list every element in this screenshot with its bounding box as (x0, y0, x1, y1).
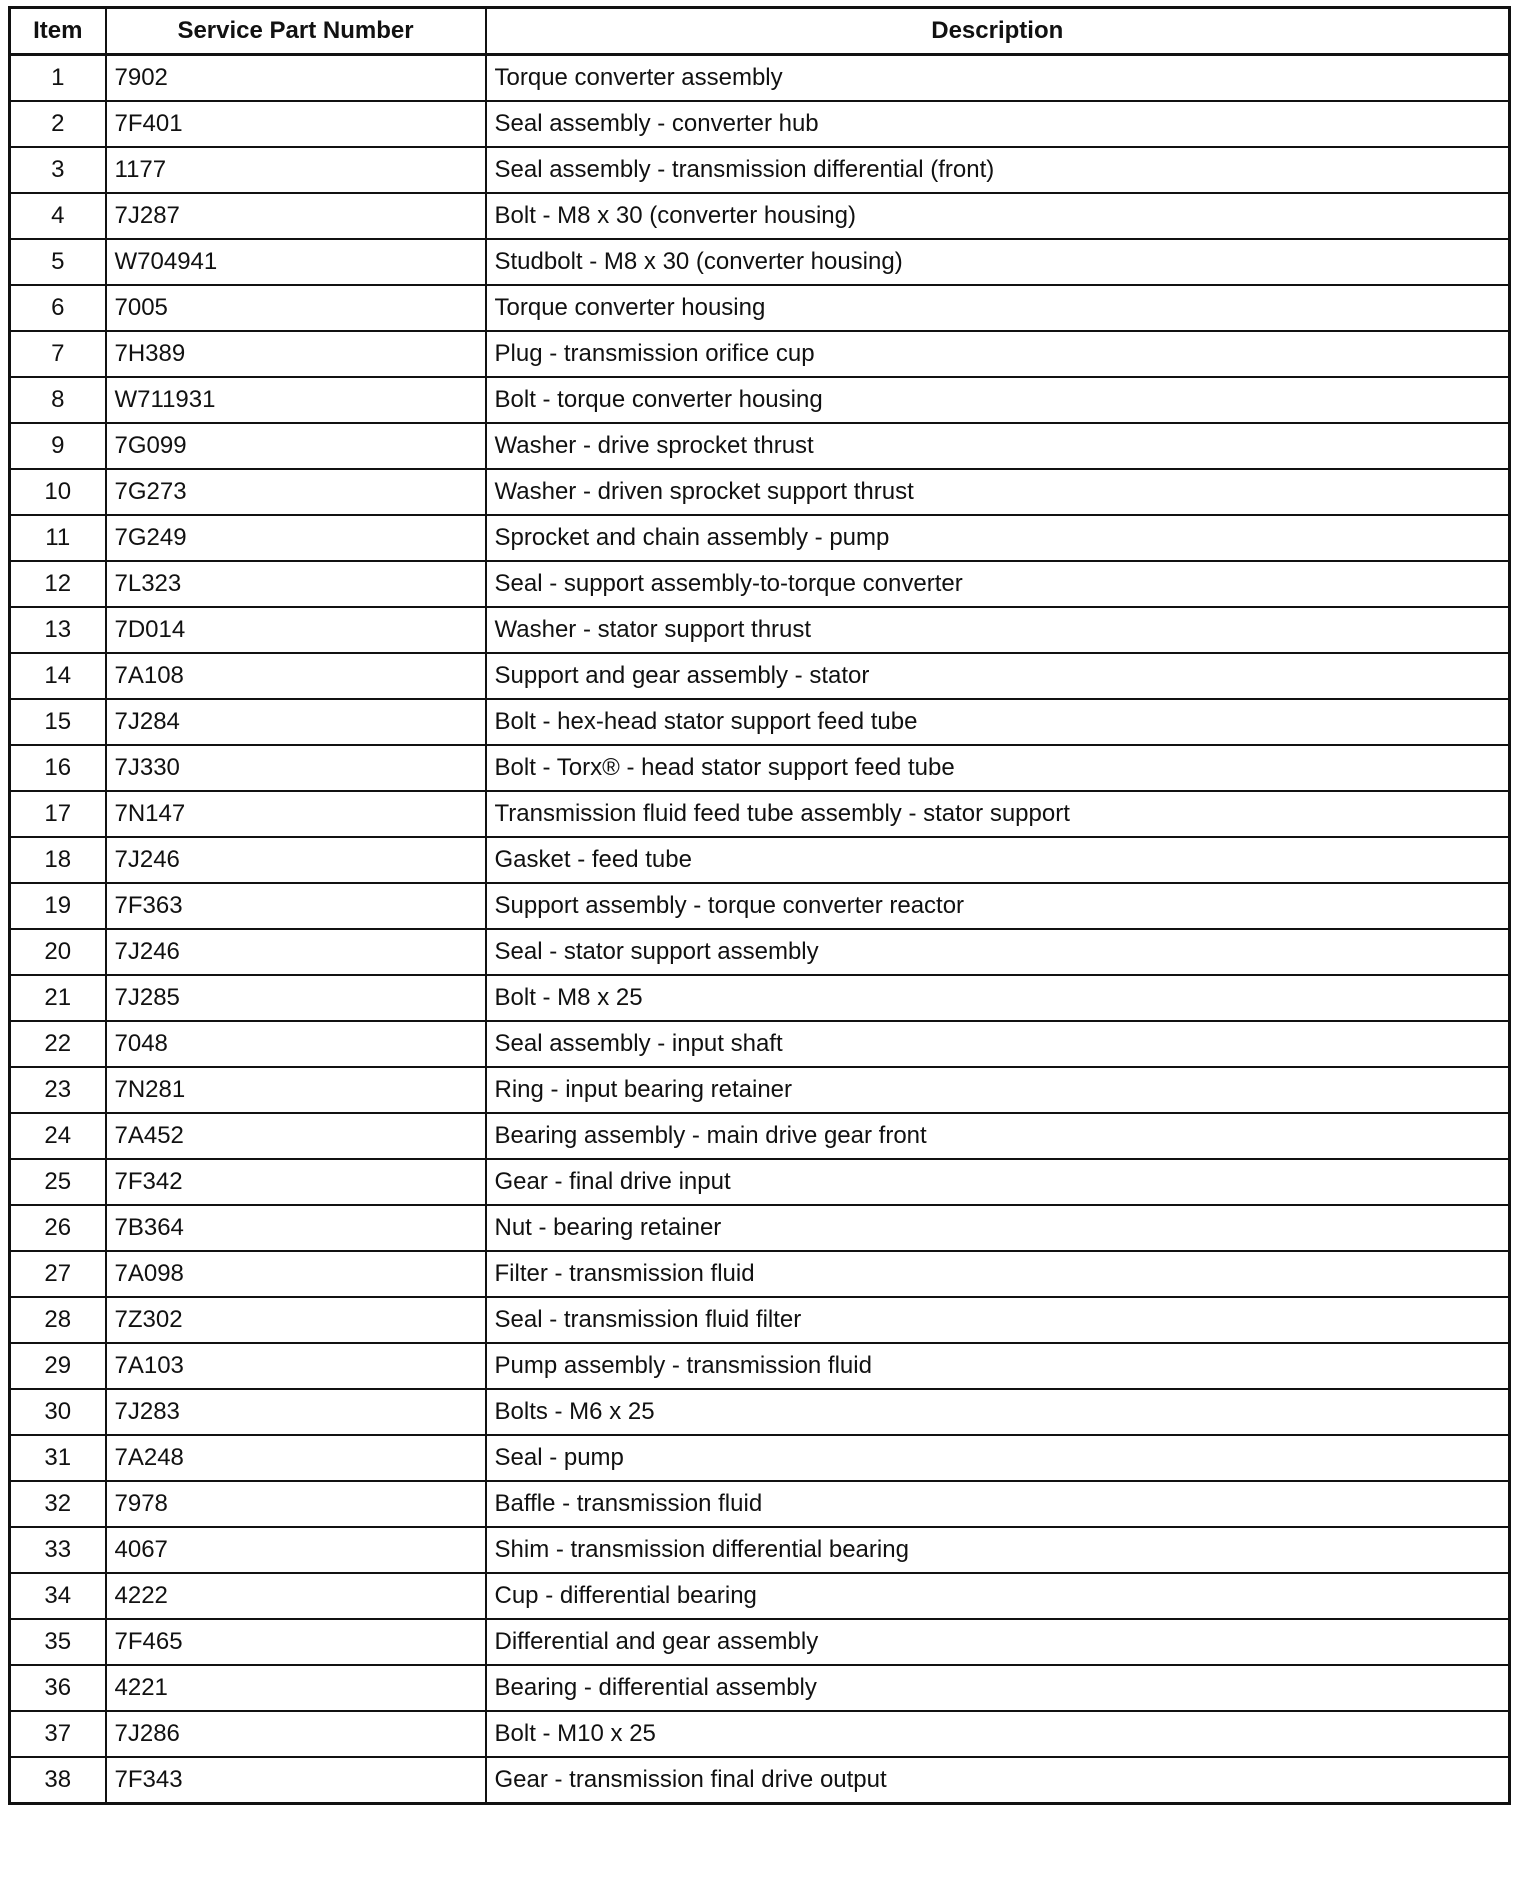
item-number-cell: 35 (10, 1619, 106, 1665)
description-cell: Differential and gear assembly (486, 1619, 1510, 1665)
table-row (10, 377, 1510, 423)
table-row (10, 1619, 1510, 1665)
table-row (10, 837, 1510, 883)
description-cell: Torque converter housing (486, 285, 1510, 331)
description-cell: Bolt - torque converter housing (486, 377, 1510, 423)
service-part-number-cell: 7F342 (106, 1159, 486, 1205)
table-row (10, 515, 1510, 561)
table-row (10, 1343, 1510, 1389)
description-cell: Washer - driven sprocket support thrust (486, 469, 1510, 515)
item-number-cell: 17 (10, 791, 106, 837)
table-row (10, 745, 1510, 791)
item-number-cell: 14 (10, 653, 106, 699)
header-description: Description (486, 8, 1510, 55)
item-number-cell: 11 (10, 515, 106, 561)
service-part-number-cell: 7N147 (106, 791, 486, 837)
item-number-cell: 24 (10, 1113, 106, 1159)
table-row (10, 1159, 1510, 1205)
item-number-cell: 3 (10, 147, 106, 193)
service-part-number-cell: 7978 (106, 1481, 486, 1527)
service-part-number-cell: 7J285 (106, 975, 486, 1021)
service-part-number-cell: W704941 (106, 239, 486, 285)
table-row (10, 1297, 1510, 1343)
item-number-cell: 26 (10, 1205, 106, 1251)
service-part-number-cell: 7J283 (106, 1389, 486, 1435)
item-number-cell: 6 (10, 285, 106, 331)
table-row (10, 423, 1510, 469)
item-number-cell: 16 (10, 745, 106, 791)
table-row (10, 929, 1510, 975)
description-cell: Bolt - M10 x 25 (486, 1711, 1510, 1757)
table-row (10, 975, 1510, 1021)
table-row (10, 1113, 1510, 1159)
description-cell: Bolt - M8 x 30 (converter housing) (486, 193, 1510, 239)
description-cell: Gear - transmission final drive output (486, 1757, 1510, 1804)
service-part-number-cell: 7048 (106, 1021, 486, 1067)
item-number-cell: 19 (10, 883, 106, 929)
service-part-number-cell: 4067 (106, 1527, 486, 1573)
description-cell: Washer - drive sprocket thrust (486, 423, 1510, 469)
service-part-number-cell: 7H389 (106, 331, 486, 377)
service-part-number-cell: 7F465 (106, 1619, 486, 1665)
description-cell: Support assembly - torque converter reactor (486, 883, 1510, 929)
service-part-number-cell: 7J284 (106, 699, 486, 745)
service-part-number-cell: W711931 (106, 377, 486, 423)
table-row (10, 285, 1510, 331)
table-row (10, 883, 1510, 929)
item-number-cell: 38 (10, 1757, 106, 1804)
table-row (10, 101, 1510, 147)
table-row (10, 1573, 1510, 1619)
description-cell: Seal - pump (486, 1435, 1510, 1481)
service-part-number-cell: 7G249 (106, 515, 486, 561)
description-cell: Pump assembly - transmission fluid (486, 1343, 1510, 1389)
table-row (10, 1665, 1510, 1711)
description-cell: Nut - bearing retainer (486, 1205, 1510, 1251)
item-number-cell: 28 (10, 1297, 106, 1343)
service-part-number-cell: 7F363 (106, 883, 486, 929)
item-number-cell: 7 (10, 331, 106, 377)
table-row (10, 193, 1510, 239)
table-row (10, 561, 1510, 607)
service-part-number-cell: 7J246 (106, 837, 486, 883)
table-row (10, 1251, 1510, 1297)
parts-table (8, 6, 1511, 1805)
service-part-number-cell: 1177 (106, 147, 486, 193)
description-cell: Seal - transmission fluid filter (486, 1297, 1510, 1343)
service-part-number-cell: 7G273 (106, 469, 486, 515)
service-part-number-cell: 7D014 (106, 607, 486, 653)
item-number-cell: 2 (10, 101, 106, 147)
description-cell: Bolt - Torx® - head stator support feed tube (486, 745, 1510, 791)
description-cell: Baffle - transmission fluid (486, 1481, 1510, 1527)
service-part-number-cell: 7A452 (106, 1113, 486, 1159)
description-cell: Bearing - differential assembly (486, 1665, 1510, 1711)
table-row (10, 239, 1510, 285)
table-row (10, 653, 1510, 699)
description-cell: Bolts - M6 x 25 (486, 1389, 1510, 1435)
description-cell: Transmission fluid feed tube assembly - stator support (486, 791, 1510, 837)
table-row (10, 1067, 1510, 1113)
service-part-number-cell: 7J287 (106, 193, 486, 239)
service-part-number-cell: 7J330 (106, 745, 486, 791)
table-row (10, 1481, 1510, 1527)
item-number-cell: 10 (10, 469, 106, 515)
item-number-cell: 1 (10, 55, 106, 102)
description-cell: Shim - transmission differential bearing (486, 1527, 1510, 1573)
service-part-number-cell: 4221 (106, 1665, 486, 1711)
item-number-cell: 13 (10, 607, 106, 653)
item-number-cell: 9 (10, 423, 106, 469)
item-number-cell: 22 (10, 1021, 106, 1067)
service-part-number-cell: 7A248 (106, 1435, 486, 1481)
item-number-cell: 30 (10, 1389, 106, 1435)
item-number-cell: 34 (10, 1573, 106, 1619)
item-number-cell: 29 (10, 1343, 106, 1389)
description-cell: Gasket - feed tube (486, 837, 1510, 883)
table-row (10, 147, 1510, 193)
header-row (10, 8, 1510, 55)
description-cell: Seal - stator support assembly (486, 929, 1510, 975)
service-part-number-cell: 7G099 (106, 423, 486, 469)
table-row (10, 55, 1510, 102)
description-cell: Plug - transmission orifice cup (486, 331, 1510, 377)
item-number-cell: 4 (10, 193, 106, 239)
service-part-number-cell: 7N281 (106, 1067, 486, 1113)
item-number-cell: 5 (10, 239, 106, 285)
item-number-cell: 23 (10, 1067, 106, 1113)
description-cell: Sprocket and chain assembly - pump (486, 515, 1510, 561)
description-cell: Studbolt - M8 x 30 (converter housing) (486, 239, 1510, 285)
item-number-cell: 27 (10, 1251, 106, 1297)
service-part-number-cell: 7F401 (106, 101, 486, 147)
description-cell: Ring - input bearing retainer (486, 1067, 1510, 1113)
table-row (10, 1757, 1510, 1804)
table-row (10, 607, 1510, 653)
table-row (10, 1435, 1510, 1481)
table-body (10, 55, 1510, 1804)
description-cell: Bearing assembly - main drive gear front (486, 1113, 1510, 1159)
description-cell: Bolt - hex-head stator support feed tube (486, 699, 1510, 745)
service-part-number-cell: 4222 (106, 1573, 486, 1619)
item-number-cell: 8 (10, 377, 106, 423)
item-number-cell: 33 (10, 1527, 106, 1573)
table-row (10, 1527, 1510, 1573)
item-number-cell: 36 (10, 1665, 106, 1711)
description-cell: Seal - support assembly-to-torque converter (486, 561, 1510, 607)
description-cell: Washer - stator support thrust (486, 607, 1510, 653)
description-cell: Support and gear assembly - stator (486, 653, 1510, 699)
item-number-cell: 15 (10, 699, 106, 745)
table-row (10, 469, 1510, 515)
header-service-part-number: Service Part Number (106, 8, 486, 55)
item-number-cell: 32 (10, 1481, 106, 1527)
table-row (10, 1711, 1510, 1757)
table-row (10, 1021, 1510, 1067)
table-row (10, 331, 1510, 377)
table-row (10, 791, 1510, 837)
description-cell: Seal assembly - transmission differential (front) (486, 147, 1510, 193)
service-part-number-cell: 7Z302 (106, 1297, 486, 1343)
service-part-number-cell: 7L323 (106, 561, 486, 607)
service-part-number-cell: 7902 (106, 55, 486, 102)
description-cell: Bolt - M8 x 25 (486, 975, 1510, 1021)
table-header (10, 8, 1510, 55)
service-part-number-cell: 7J286 (106, 1711, 486, 1757)
service-part-number-cell: 7A098 (106, 1251, 486, 1297)
service-part-number-cell: 7A103 (106, 1343, 486, 1389)
description-cell: Gear - final drive input (486, 1159, 1510, 1205)
table-row (10, 1205, 1510, 1251)
table-row (10, 1389, 1510, 1435)
description-cell: Filter - transmission fluid (486, 1251, 1510, 1297)
item-number-cell: 25 (10, 1159, 106, 1205)
description-cell: Cup - differential bearing (486, 1573, 1510, 1619)
item-number-cell: 31 (10, 1435, 106, 1481)
item-number-cell: 18 (10, 837, 106, 883)
service-part-number-cell: 7B364 (106, 1205, 486, 1251)
item-number-cell: 21 (10, 975, 106, 1021)
item-number-cell: 12 (10, 561, 106, 607)
description-cell: Seal assembly - converter hub (486, 101, 1510, 147)
service-part-number-cell: 7005 (106, 285, 486, 331)
item-number-cell: 37 (10, 1711, 106, 1757)
service-part-number-cell: 7A108 (106, 653, 486, 699)
description-cell: Torque converter assembly (486, 55, 1510, 102)
table-row (10, 699, 1510, 745)
service-part-number-cell: 7J246 (106, 929, 486, 975)
description-cell: Seal assembly - input shaft (486, 1021, 1510, 1067)
item-number-cell: 20 (10, 929, 106, 975)
header-item: Item (10, 8, 106, 55)
service-part-number-cell: 7F343 (106, 1757, 486, 1804)
